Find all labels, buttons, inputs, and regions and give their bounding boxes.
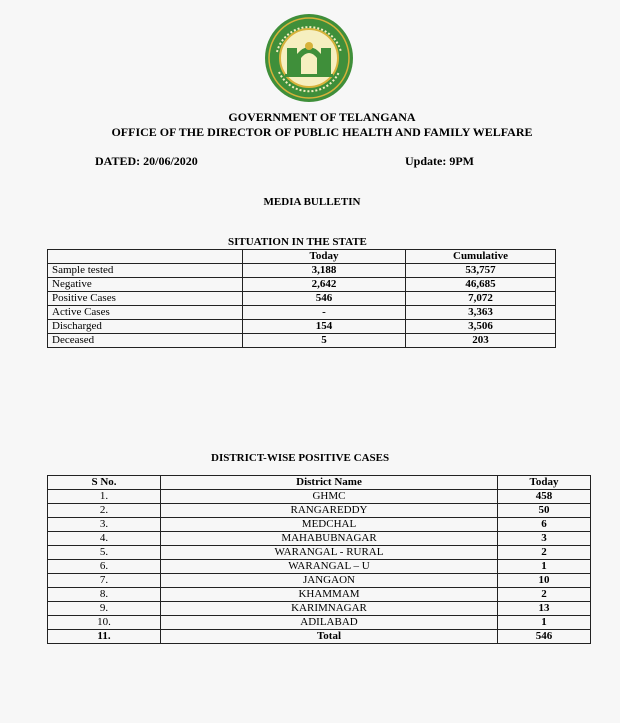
row-district: ADILABAD — [161, 616, 498, 630]
header-district-name: District Name — [161, 476, 498, 490]
row-cumulative: 3,506 — [406, 320, 556, 334]
row-today: 10 — [498, 574, 591, 588]
row-today: 13 — [498, 602, 591, 616]
row-cumulative: 53,757 — [406, 264, 556, 278]
situation-header-row — [48, 250, 556, 264]
row-district: KHAMMAM — [161, 588, 498, 602]
row-district: KARIMNAGAR — [161, 602, 498, 616]
government-title: GOVERNMENT OF TELANGANA — [228, 110, 416, 124]
row-today: 3,188 — [243, 264, 406, 278]
row-today: - — [243, 306, 406, 320]
situation-header-today: Today — [243, 250, 406, 264]
row-today: 50 — [498, 504, 591, 518]
media-bulletin-title: MEDIA BULLETIN — [263, 196, 361, 208]
row-sno: 6. — [48, 560, 161, 574]
update-label: Update: 9PM — [405, 154, 474, 168]
row-label: Sample tested — [48, 264, 243, 278]
total-sno: 11. — [48, 630, 161, 644]
district-table — [47, 475, 591, 644]
table-row — [48, 560, 591, 574]
table-row — [48, 320, 556, 334]
row-today: 2 — [498, 588, 591, 602]
row-today: 1 — [498, 616, 591, 630]
table-row — [48, 504, 591, 518]
header-sno: S No. — [48, 476, 161, 490]
situation-title: SITUATION IN THE STATE — [228, 236, 367, 248]
situation-header-cumulative: Cumulative — [406, 250, 556, 264]
row-today: 5 — [243, 334, 406, 348]
row-cumulative: 7,072 — [406, 292, 556, 306]
row-sno: 7. — [48, 574, 161, 588]
table-row — [48, 574, 591, 588]
table-row — [48, 588, 591, 602]
total-today: 546 — [498, 630, 591, 644]
row-sno: 4. — [48, 532, 161, 546]
table-row — [48, 518, 591, 532]
row-cumulative: 3,363 — [406, 306, 556, 320]
total-row — [48, 630, 591, 644]
row-district: JANGAON — [161, 574, 498, 588]
row-sno: 1. — [48, 490, 161, 504]
row-district: GHMC — [161, 490, 498, 504]
row-district: WARANGAL – U — [161, 560, 498, 574]
district-title: DISTRICT-WISE POSITIVE CASES — [211, 452, 390, 464]
row-cumulative: 46,685 — [406, 278, 556, 292]
row-district: MEDCHAL — [161, 518, 498, 532]
row-today: 458 — [498, 490, 591, 504]
office-title: OFFICE OF THE DIRECTOR OF PUBLIC HEALTH AND FAMILY WELFARE — [111, 125, 533, 139]
row-label: Positive Cases — [48, 292, 243, 306]
table-row — [48, 306, 556, 320]
dated-label: DATED: 20/06/2020 — [95, 154, 198, 168]
row-today: 3 — [498, 532, 591, 546]
row-district: RANGAREDDY — [161, 504, 498, 518]
row-today: 2,642 — [243, 278, 406, 292]
table-row — [48, 602, 591, 616]
situation-header-blank — [48, 250, 243, 264]
table-row — [48, 264, 556, 278]
row-sno: 2. — [48, 504, 161, 518]
situation-table — [47, 249, 556, 348]
row-cumulative: 203 — [406, 334, 556, 348]
table-row — [48, 278, 556, 292]
table-row — [48, 334, 556, 348]
row-today: 154 — [243, 320, 406, 334]
row-sno: 3. — [48, 518, 161, 532]
total-label: Total — [161, 630, 498, 644]
row-label: Deceased — [48, 334, 243, 348]
row-today: 1 — [498, 560, 591, 574]
row-sno: 9. — [48, 602, 161, 616]
row-district: WARANGAL - RURAL — [161, 546, 498, 560]
row-sno: 10. — [48, 616, 161, 630]
table-row — [48, 546, 591, 560]
row-today: 2 — [498, 546, 591, 560]
table-row — [48, 532, 591, 546]
row-label: Negative — [48, 278, 243, 292]
district-header-row — [48, 476, 591, 490]
row-today: 546 — [243, 292, 406, 306]
row-district: MAHABUBNAGAR — [161, 532, 498, 546]
telangana-seal-logo — [263, 12, 355, 104]
table-row — [48, 616, 591, 630]
table-row — [48, 292, 556, 306]
row-label: Active Cases — [48, 306, 243, 320]
header-today: Today — [498, 476, 591, 490]
row-sno: 8. — [48, 588, 161, 602]
row-label: Discharged — [48, 320, 243, 334]
row-sno: 5. — [48, 546, 161, 560]
table-row — [48, 490, 591, 504]
row-today: 6 — [498, 518, 591, 532]
